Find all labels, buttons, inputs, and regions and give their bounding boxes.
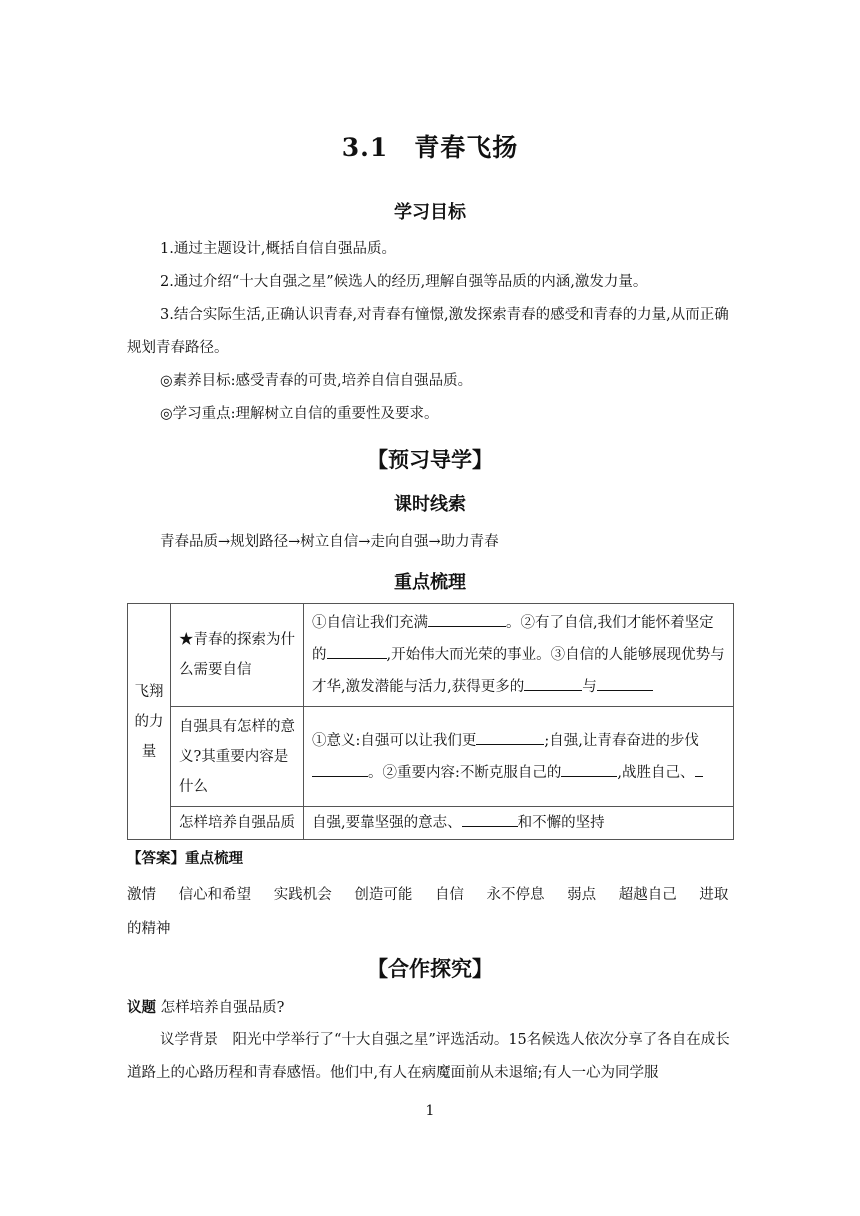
answer-item: 永不停息 xyxy=(486,887,545,903)
coop-heading: 【合作探究】 xyxy=(367,957,493,981)
background-paragraph xyxy=(127,1024,737,1090)
answer-cell-1: ①自信让我们充满 。②有了自信,我们才能怀着坚定的 ,开始伟大而光荣的事业。③自信的人能够展现优势与才华,激发潜能与活力,获得更多的 与 xyxy=(304,604,734,707)
goals-heading: 学习目标 xyxy=(394,202,466,223)
answer-cell-3: 自强,要靠坚强的意志、 和不懈的坚持 xyxy=(304,807,734,840)
group-label: 飞翔的力量 xyxy=(128,604,171,840)
key-heading: 重点梳理 xyxy=(394,572,466,593)
answer-item: 超越自己 xyxy=(618,887,677,903)
goal-item-4: ◎素养目标:感受青春的可贵,培养自信自强品质。 xyxy=(160,373,473,389)
key-points-table xyxy=(127,603,734,840)
answer-item: 创造可能 xyxy=(354,887,413,903)
answer-item: 自信 xyxy=(434,887,464,903)
blank xyxy=(327,644,387,659)
blank xyxy=(462,812,518,827)
clue-text: 青春品质→规划路径→树立自信→走向自强→助力青春 xyxy=(160,534,499,550)
answer-item: 弱点 xyxy=(567,887,597,903)
answer-item: 激情 xyxy=(127,887,156,903)
blank xyxy=(428,612,506,627)
topic-label: 议题 xyxy=(127,1000,156,1016)
topic-line xyxy=(127,992,737,1025)
answer-item: 进取的精神 xyxy=(127,887,729,937)
blank xyxy=(312,762,368,777)
question-cell-2: 自强具有怎样的意义?其重要内容是什么 xyxy=(171,707,304,807)
blank xyxy=(561,762,617,777)
blank xyxy=(476,730,544,745)
background-text: 阳光中学举行了“十大自强之星”评选活动。15名候选人依次分享了各自在成长道路上的心路历程和青春感悟。他们中,有人在病魔面前从未退缩;有人一心为同学服 xyxy=(127,1032,730,1081)
answer-cell-2: ①意义:自强可以让我们更 ;自强,让青春奋进的步伐。②重要内容:不断克服自己的 ,战胜自己、 xyxy=(304,707,734,807)
clue-heading: 课时线索 xyxy=(394,494,466,515)
page-title: 3.1 青春飞扬 xyxy=(341,133,519,162)
page-number: 1 xyxy=(425,1103,435,1119)
answer-item: 信心和希望 xyxy=(178,887,252,903)
topic-text: 怎样培养自强品质? xyxy=(160,1000,285,1016)
blank xyxy=(524,676,582,691)
blank xyxy=(597,676,653,691)
goal-item-3: 3.结合实际生活,正确认识青春,对青春有憧憬,激发探索青春的感受和青春的力量,从而正确规划青春路径。 xyxy=(127,307,729,356)
background-label: 议学背景 xyxy=(160,1032,218,1048)
answer-list xyxy=(127,878,737,946)
goal-item-2: 2.通过介绍“十大自强之星”候选人的经历,理解自强等品质的内涵,激发力量。 xyxy=(160,274,648,290)
answer-item: 实践机会 xyxy=(273,887,332,903)
goal-item-5: ◎学习重点:理解树立自信的重要性及要求。 xyxy=(160,406,439,422)
goal-item-1: 1.通过主题设计,概括自信自强品质。 xyxy=(160,241,396,257)
answer-label: 【答案】重点梳理 xyxy=(127,851,243,867)
question-cell-3: 怎样培养自强品质 xyxy=(171,807,304,840)
preview-heading: 【预习导学】 xyxy=(367,448,493,472)
blank xyxy=(695,762,703,777)
question-cell-1: ★青春的探索为什么需要自信 xyxy=(171,604,304,707)
